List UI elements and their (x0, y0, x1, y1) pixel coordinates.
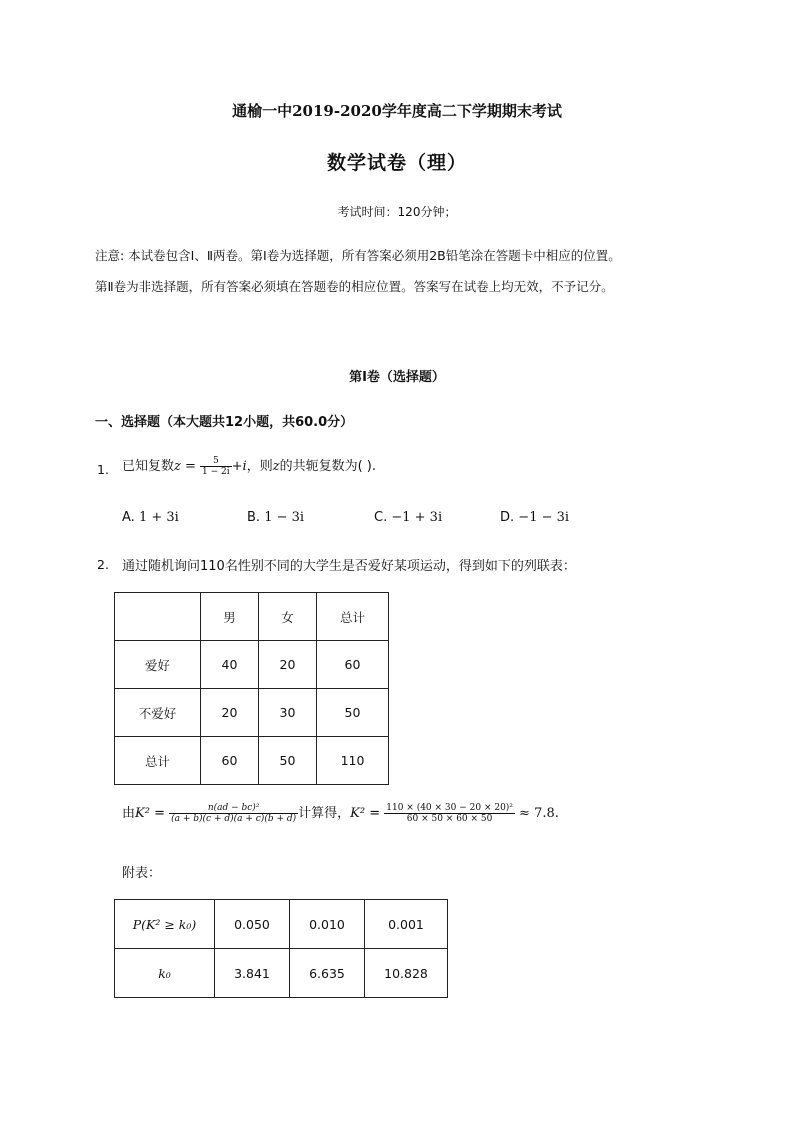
q1-option-c[interactable] (374, 510, 442, 525)
formula-mid: 计算得， (298, 806, 351, 821)
question-1-number: 1. (97, 462, 109, 477)
option-label: C. (374, 510, 388, 525)
table-cell: 110 (317, 737, 389, 785)
question-1-stem (122, 455, 376, 477)
table-header: 男 (201, 593, 259, 641)
table-cell: 6.635 (290, 949, 365, 998)
notice-line-2: 第Ⅱ卷为非选择题，所有答案必须填在答题卷的相应位置。答案写在试卷上均无效，不予记分。 (95, 279, 614, 294)
contingency-table (114, 592, 389, 785)
q1-option-d[interactable] (500, 510, 569, 525)
option-value: 1 − 3i (264, 510, 305, 525)
q1-middle: ，则 (246, 459, 273, 474)
table-header: 总计 (317, 593, 389, 641)
question-2-text: 通过随机询问110名性别不同的大学生是否爱好某项运动，得到如下的列联表： (122, 559, 576, 574)
table-row (115, 949, 448, 998)
q1-prefix: 已知复数 (122, 459, 175, 474)
table-cell: 60 (317, 641, 389, 689)
table-cell: 30 (259, 689, 317, 737)
option-label: A. (122, 510, 135, 525)
formula-k2b: K² (350, 806, 366, 821)
q1-frac-num: 5 (212, 456, 219, 466)
critical-value-table (114, 899, 448, 998)
formula-num-1: n(ad − bc)² (207, 803, 260, 813)
q1-option-b[interactable] (247, 510, 304, 525)
table-row (115, 689, 389, 737)
table-cell: 50 (317, 689, 389, 737)
q1-plus-i: +i (231, 459, 247, 474)
q1-fraction (200, 456, 232, 477)
formula-fraction-2 (384, 803, 515, 824)
paper-title: 数学试卷（理） (326, 152, 467, 174)
table-row (115, 593, 389, 641)
table-cell: 50 (259, 737, 317, 785)
option-value: −1 − 3i (518, 510, 570, 525)
formula-approx: ≈ 7.8. (514, 806, 559, 821)
table-cell: 20 (259, 641, 317, 689)
q1-var-z: z (174, 459, 181, 474)
option-label: B. (247, 510, 261, 525)
table-cell: 3.841 (215, 949, 290, 998)
table-cell: 10.828 (365, 949, 448, 998)
table-row (115, 641, 389, 689)
chi-square-formula (122, 802, 559, 824)
school-exam-title: 通榆一中2019-2020学年度高二下学期期末考试 (232, 102, 562, 120)
table-row (115, 900, 448, 949)
table-cell: 0.001 (365, 900, 448, 949)
table-row (115, 737, 389, 785)
formula-num-2: 110 × (40 × 30 − 20 × 20)² (386, 803, 513, 813)
formula-k2: K² (135, 806, 150, 821)
formula-den-1: (a + b)(c + d)(a + c)(b + d) (171, 814, 297, 824)
part-title: 一、选择题（本大题共12小题，共60.0分） (95, 415, 354, 430)
q1-frac-den: 1 − 2i (202, 467, 230, 477)
exam-time: 考试时间：120分钟； (337, 205, 457, 219)
notice-line-1: 注意: 本试卷包含Ⅰ、Ⅱ两卷。第Ⅰ卷为选择题，所有答案必须用2B铅笔涂在答题卡中相应的位置。 (95, 248, 621, 263)
formula-den-2: 60 × 50 × 60 × 50 (384, 813, 515, 824)
q1-suffix: 的共轭复数为( ). (279, 459, 376, 474)
table-cell: 爱好 (115, 641, 201, 689)
table-cell: 不爱好 (115, 689, 201, 737)
formula-prefix: 由 (122, 806, 136, 821)
table-cell: 60 (201, 737, 259, 785)
option-value: 1 + 3i (138, 510, 179, 525)
table-cell: 总计 (115, 737, 201, 785)
question-2-number: 2. (97, 557, 109, 572)
option-value: −1 + 3i (391, 510, 443, 525)
table-header: P(K² ≥ k₀) (115, 900, 215, 949)
table-cell: 0.010 (290, 900, 365, 949)
table-header: 女 (259, 593, 317, 641)
table-header: k₀ (115, 949, 215, 998)
section-title: 第Ⅰ卷（选择题） (349, 370, 445, 385)
table-cell: 20 (201, 689, 259, 737)
formula-fraction-1 (169, 803, 298, 824)
table-cell: 40 (201, 641, 259, 689)
q1-option-a[interactable] (122, 510, 179, 525)
formula-eq-2: = (365, 806, 385, 821)
option-label: D. (500, 510, 515, 525)
appendix-label: 附表： (122, 866, 162, 881)
q1-var-z2: z (272, 459, 280, 474)
table-cell: 0.050 (215, 900, 290, 949)
q1-equals: = (180, 459, 201, 474)
table-cell (115, 593, 201, 641)
formula-eq: = (149, 806, 170, 821)
